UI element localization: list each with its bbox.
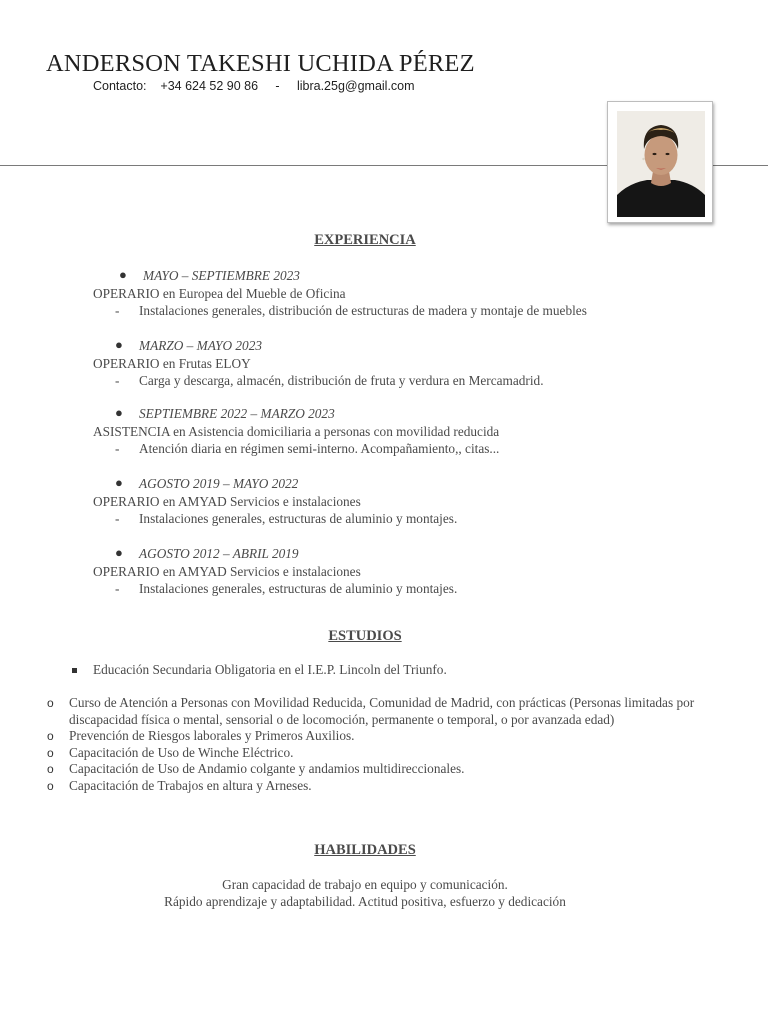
course-item: o Prevención de Riesgos laborales y Primeros Auxilios. xyxy=(47,728,355,743)
dash-icon: - xyxy=(115,511,120,526)
square-bullet-icon xyxy=(72,668,77,673)
skill-line: Gran capacidad de trabajo en equipo y comunicación. xyxy=(222,877,508,892)
bullet-icon: ● xyxy=(115,337,123,352)
job-entry xyxy=(93,405,499,458)
education-main: Educación Secundaria Obligatoria en el I.E.P. Lincoln del Triunfo. xyxy=(93,662,447,678)
experience-heading: EXPERIENCIA xyxy=(314,232,416,248)
course-item: o Capacitación de Uso de Andamio colgante y andamios multidireccionales. xyxy=(47,761,465,776)
dash-icon: - xyxy=(115,581,120,596)
job-title: OPERARIO en Europea del Mueble de Oficina xyxy=(93,285,346,301)
course-list xyxy=(47,695,737,794)
skills-heading: HABILIDADES xyxy=(314,842,416,858)
bullet-icon: ● xyxy=(119,267,127,282)
dash-icon: - xyxy=(115,303,120,318)
job-description: - Instalaciones generales, estructuras de aluminio y montajes. xyxy=(115,581,458,596)
job-title: OPERARIO en Frutas ELOY xyxy=(93,355,251,371)
job-date: ● MARZO – MAYO 2023 xyxy=(115,337,262,353)
circle-bullet-icon: o xyxy=(47,696,54,710)
profile-photo xyxy=(607,101,713,223)
skill-line: Rápido aprendizaje y adaptabilidad. Actitud positiva, esfuerzo y dedicación xyxy=(164,894,566,909)
bullet-icon: ● xyxy=(115,475,123,490)
circle-bullet-icon: o xyxy=(47,778,54,793)
course-item: o Capacitación de Uso de Winche Eléctrico. xyxy=(47,744,294,760)
job-entry xyxy=(93,475,457,528)
job-date: ● AGOSTO 2019 – MAYO 2022 xyxy=(115,475,299,491)
job-title: OPERARIO en AMYAD Servicios e instalaciones xyxy=(93,493,361,509)
circle-bullet-icon: o xyxy=(47,745,54,760)
contact-line: Contacto: +34 624 52 90 86 - libra.25g@gmail.com xyxy=(93,79,415,93)
education-heading: ESTUDIOS xyxy=(328,628,402,644)
profile-photo-image xyxy=(617,111,705,217)
dash-icon: - xyxy=(115,441,120,456)
dash-icon: - xyxy=(115,373,120,388)
course-item: o Capacitación de Trabajos en altura y Arneses. xyxy=(47,777,312,793)
job-entry xyxy=(93,337,544,390)
job-entry xyxy=(93,545,457,598)
job-description: - Carga y descarga, almacén, distribución de fruta y verdura en Mercamadrid. xyxy=(115,373,544,388)
bullet-icon: ● xyxy=(115,405,123,420)
bullet-icon: ● xyxy=(115,545,123,560)
job-date: ● MAYO – SEPTIEMBRE 2023 xyxy=(119,267,300,283)
job-title: ASISTENCIA en Asistencia domiciliaria a personas con movilidad reducida xyxy=(93,423,500,439)
course-item: o Curso de Atención a Personas con Movilidad Reducida, Comunidad de Madrid, con prácticas (Personas limitadas por discapacidad física o mental, sensorial o de locomoción, permanente o temporal, o por avanzada edad) xyxy=(47,695,695,727)
circle-bullet-icon: o xyxy=(47,762,54,776)
skills-text xyxy=(0,876,730,910)
job-date: ● AGOSTO 2012 – ABRIL 2019 xyxy=(115,545,299,561)
job-description: - Instalaciones generales, distribución de estructuras de madera y montaje de muebles xyxy=(115,303,587,318)
job-title: OPERARIO en AMYAD Servicios e instalaciones xyxy=(93,563,361,579)
job-description: - Atención diaria en régimen semi-interno. Acompañamiento,, citas... xyxy=(115,441,500,456)
job-description: - Instalaciones generales, estructuras de aluminio y montajes. xyxy=(115,511,458,526)
job-entry xyxy=(93,267,587,320)
job-date: ● SEPTIEMBRE 2022 – MARZO 2023 xyxy=(115,405,335,421)
candidate-name: ANDERSON TAKESHI UCHIDA PÉREZ xyxy=(46,50,475,77)
circle-bullet-icon: o xyxy=(47,729,54,743)
